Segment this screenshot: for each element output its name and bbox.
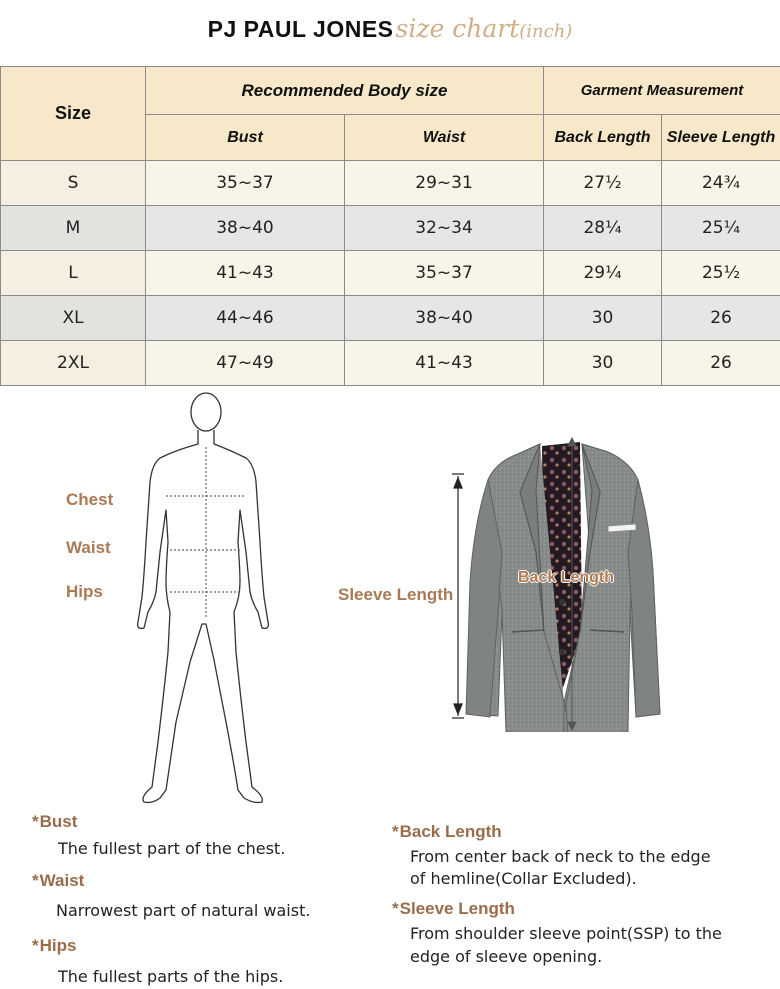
back-length-header: Back Length <box>544 115 662 161</box>
size-cell: L <box>1 251 146 296</box>
hips-definition-text: The fullest parts of the hips. <box>58 967 284 986</box>
back-length-cell: 28¼ <box>544 206 662 251</box>
sleeve-length-cell: 26 <box>662 296 780 341</box>
back-length-cell: 30 <box>544 296 662 341</box>
body-outline-illustration <box>130 392 290 812</box>
back-length-definition-line2: of hemline(Collar Excluded). <box>410 869 637 888</box>
garment-header: Garment Measurement <box>544 67 780 115</box>
hips-definition-title: *Hips <box>32 936 77 955</box>
body-size-header: Recommended Body size <box>146 67 544 115</box>
bust-cell: 38~40 <box>146 206 345 251</box>
back-length-label: Back Length <box>518 569 615 586</box>
hips-label: Hips <box>66 582 103 601</box>
waist-cell: 29~31 <box>345 161 544 206</box>
waist-cell: 35~37 <box>345 251 544 296</box>
size-cell: 2XL <box>1 341 146 386</box>
size-chart-script: size chart(inch) <box>395 14 573 43</box>
waist-header: Waist <box>345 115 544 161</box>
sleeve-length-definition-title: *Sleeve Length <box>392 899 515 918</box>
bust-cell: 44~46 <box>146 296 345 341</box>
sleeve-length-cell: 24¾ <box>662 161 780 206</box>
waist-cell: 41~43 <box>345 341 544 386</box>
size-cell: M <box>1 206 146 251</box>
table-row <box>1 206 780 251</box>
sleeve-length-label: Sleeve Length <box>338 585 454 604</box>
sleeve-length-cell: 26 <box>662 341 780 386</box>
table-row <box>1 161 780 206</box>
back-length-cell: 30 <box>544 341 662 386</box>
bust-definition-title: *Bust <box>32 812 78 831</box>
table-row <box>1 296 780 341</box>
bust-cell: 41~43 <box>146 251 345 296</box>
back-length-cell: 29¼ <box>544 251 662 296</box>
sleeve-length-definition-line2: edge of sleeve opening. <box>410 947 603 966</box>
bust-definition-text: The fullest part of the chest. <box>58 839 286 858</box>
sleeve-length-cell: 25½ <box>662 251 780 296</box>
chest-label: Chest <box>66 490 114 509</box>
waist-definition-title: *Waist <box>32 871 85 890</box>
size-cell: XL <box>1 296 146 341</box>
sleeve-length-header: Sleeve Length <box>662 115 780 161</box>
waist-cell: 32~34 <box>345 206 544 251</box>
size-header: Size <box>1 67 146 161</box>
waist-cell: 38~40 <box>345 296 544 341</box>
size-cell: S <box>1 161 146 206</box>
bust-cell: 47~49 <box>146 341 345 386</box>
size-table <box>0 66 780 386</box>
table-row <box>1 251 780 296</box>
bust-cell: 35~37 <box>146 161 345 206</box>
back-length-definition-line1: From center back of neck to the edge <box>410 847 711 866</box>
back-length-definition-title: *Back Length <box>392 822 502 841</box>
waist-definition-text: Narrowest part of natural waist. <box>56 901 311 920</box>
sleeve-length-definition-line1: From shoulder sleeve point(SSP) to the <box>410 924 722 943</box>
back-length-cell: 27½ <box>544 161 662 206</box>
table-row <box>1 341 780 386</box>
brand-name: PJ PAUL JONES <box>207 16 394 42</box>
waist-label: Waist <box>66 538 111 557</box>
bust-header: Bust <box>146 115 345 161</box>
chart-title <box>0 14 780 43</box>
sleeve-length-cell: 25¼ <box>662 206 780 251</box>
unit-label: (inch) <box>519 21 573 42</box>
